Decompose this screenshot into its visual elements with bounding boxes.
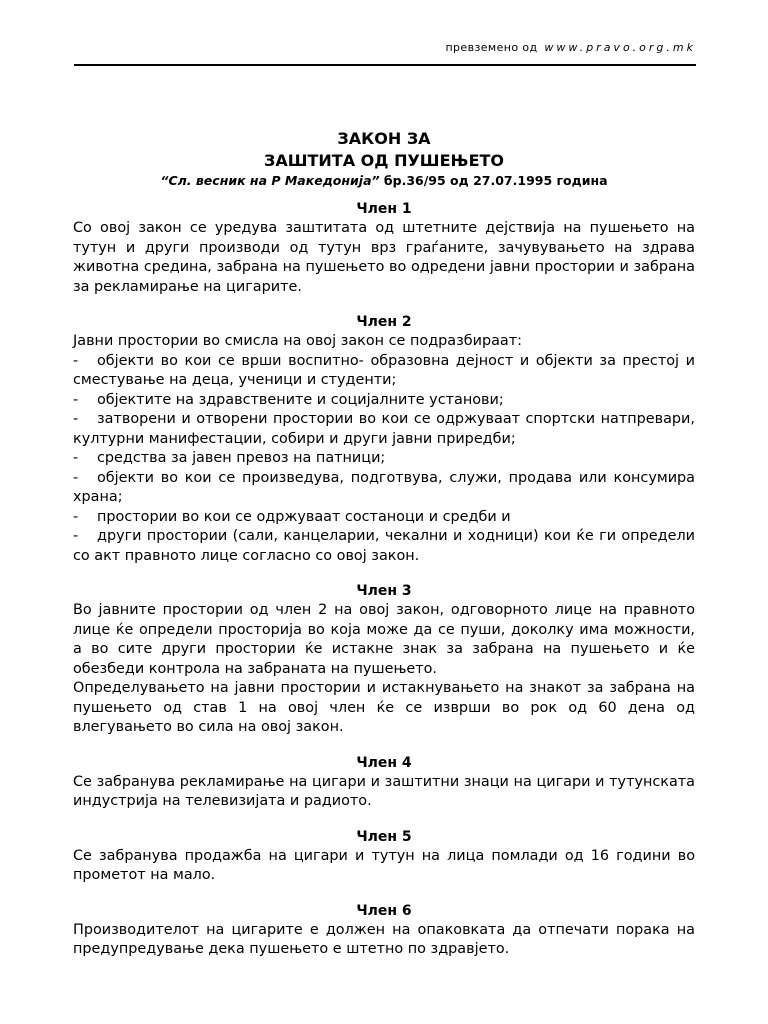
article-paragraph: Производителот на цигарите е должен на опаковката да отпечати порака на предупредување дека пушењето е штетно по здравјето. <box>73 921 695 957</box>
list-item <box>73 527 695 566</box>
article-heading: Член 4 <box>356 754 412 771</box>
law-title-line-1: ЗАКОН ЗА <box>337 129 431 148</box>
article-paragraph: Се забранува продажба на цигари и тутун на лица помлади од 16 години во прометот на мало. <box>73 847 695 883</box>
article-3 <box>73 581 695 738</box>
source-attribution <box>445 41 696 54</box>
list-dash: - <box>73 508 79 525</box>
list-item-text: објекти во кои се произведува, подготвува, служи, продава или консумира храна; <box>73 469 695 505</box>
list-dash: - <box>73 411 79 427</box>
article-4 <box>73 753 695 812</box>
list-item <box>73 391 695 411</box>
article-paragraph: Јавни простории во смисла на овој закон се подразбираат: <box>73 333 522 349</box>
list-dash: - <box>73 352 79 369</box>
list-item-text: други простории (сали, канцеларии, чекални и ходници) кои ќе ги определи со акт правното лице согласно со овој закон. <box>73 528 695 564</box>
article-2 <box>73 312 695 566</box>
article-paragraph: Се забранува рекламирање на цигари и заштитни знаци на цигари и тутунската индустрија на телевизијата и радиото. <box>73 773 695 809</box>
article-6 <box>73 901 695 960</box>
list-dash: - <box>73 391 79 408</box>
source-site-link[interactable]: www.pravo.org.mk <box>544 41 696 54</box>
article-paragraph: Со овој закон се уредува заштитата од штетните дејствија на пушењето на тутун и други производи од тутун врз граѓаните, зачувувањето на здрава животна средина, забрана на пушењето во одредени јавни простории и забрана за рекламирање на цигарите. <box>73 220 695 295</box>
source-prefix: превземено од <box>445 41 538 54</box>
header-divider <box>74 64 696 66</box>
gazette-issue: бр.36/95 од 27.07.1995 година <box>379 173 608 188</box>
list-item-text: објекти во кои се врши воспитно- образовна дејност и објекти за престој и сместување на деца, ученици и студенти; <box>73 352 695 388</box>
article-heading: Член 1 <box>356 201 412 217</box>
list-item <box>73 352 695 391</box>
list-dash: - <box>73 528 79 544</box>
list-item-text: затворени и отворени простории во кои се одржуваат спортски натпревари, културни манифестации, собири и други јавни приредби; <box>73 411 695 447</box>
list-item <box>73 449 695 469</box>
list-item-text: простории во кои се одржуваат состаноци и средби и <box>97 508 511 525</box>
list-item <box>73 410 695 449</box>
gazette-name: “Сл. весник на Р Македонија” <box>160 173 380 188</box>
document-body <box>73 128 695 975</box>
article-heading: Член 5 <box>356 828 412 845</box>
list-dash: - <box>73 450 79 466</box>
article-heading: Член 6 <box>356 902 412 919</box>
law-title-line-2: ЗАШТИТА ОД ПУШЕЊЕТО <box>263 151 505 170</box>
list-dash: - <box>73 469 79 486</box>
article-paragraph: Определувањето на јавни простории и истакнувањето на знакот за забрана на пушењето од став 1 на овој член ќе се изврши во рок од 60 дена од влегувањето во сила на овој закон. <box>73 680 695 735</box>
list-item <box>73 469 695 508</box>
list-item-text: средства за јавен превоз на патници; <box>97 450 386 466</box>
article-1 <box>73 199 695 297</box>
article-heading: Член 2 <box>356 314 412 330</box>
article-5 <box>73 827 695 886</box>
list-item <box>73 508 695 528</box>
gazette-reference <box>73 172 695 190</box>
list-item-text: објектите на здравствените и социјалните установи; <box>97 391 504 408</box>
article-heading: Член 3 <box>356 583 412 599</box>
article-paragraph: Во јавните простории од член 2 на овој закон, одговорното лице на правното лице ќе определи просторија во која може да се пуши, доколку има можности, а во сите други простории ќе истакне знак за забрана на пушењето и ќе обезбеди контрола на забраната на пушењето. <box>73 602 695 677</box>
articles-list <box>73 199 695 960</box>
